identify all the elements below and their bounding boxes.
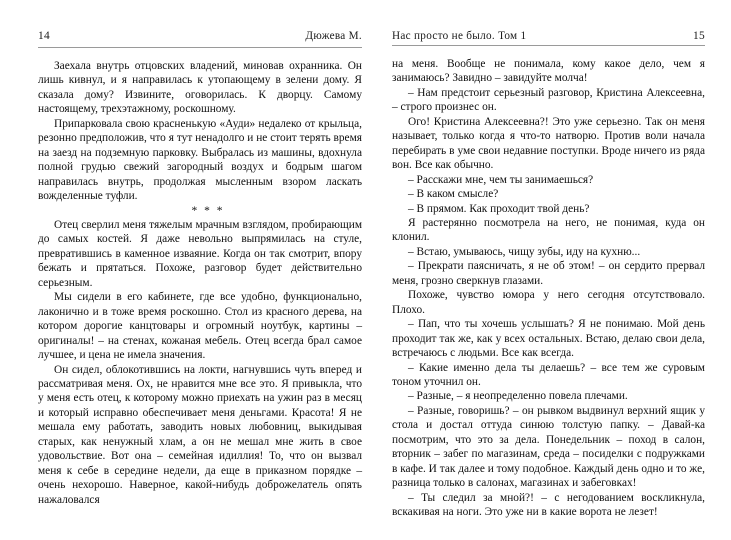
- paragraph: Похоже, чувство юмора у него сегодня отсутствовало. Плохо.: [392, 289, 705, 316]
- scene-divider: * * *: [191, 204, 225, 217]
- paragraph: Он сидел, облокотившись на локти, нагнувшись чуть вперед и рассматривая меня. Ох, не нравится мне все это. Я привыкла, что у меня есть отец, к которому можно приехать на ужин раз в месяц и который исправно обеспечивает меня деньгами. Красота! Я не мешала ему работать, заводить новых любовниц, выкидывая старых, как ненужный хлам, а он не мешал мне жить в свое удовольствие. Вот она – семейная идиллия! То, что он вызвал меня к себе в середине недели, да еще в приказном порядке – очень нехорошо. Наверное, какой-нибудь доброжелатель опять нажаловался: [38, 363, 362, 506]
- left-header-rule: [38, 47, 362, 48]
- paragraph: Я растерянно посмотрела на него, не понимая, куда он клонил.: [392, 216, 705, 244]
- left-page-number: 14: [38, 30, 50, 42]
- dialogue-line: – В прямом. Как проходит твой день?: [408, 202, 590, 215]
- paragraph: Мы сидели в его кабинете, где все удобно, функционально, лаконично и в тоже время роскошно. Стол из красного дерева, на котором дорогие канцтовары и огромный ноутбук, картины – оригиналы! – на стенах, кожаная мебель. Отец всегда брал самое лучшее, и цена не имела значения.: [38, 291, 362, 362]
- left-page-body: [38, 59, 362, 507]
- paragraph: Отец сверлил меня тяжелым мрачным взглядом, пробирающим до самых костей. Я даже невольно выпрямилась на стуле, превратившись в каменное изваяние. Когда он так смотрит, впору бежать и прятаться. Похоже, разговор будет действительно серьезным.: [38, 218, 362, 289]
- dialogue-line: – Встаю, умываюсь, чищу зубы, иду на кухню...: [408, 245, 641, 258]
- paragraph: Припарковала свою красненькую «Ауди» недалеко от крыльца, резонно предположив, что я тут ненадолго и не стоит терять время на заезд на подземную парковку. Выбралась из машины, вдохнула полной грудью свежий загородный воздух и бодрым шагом направилась внутрь, продолжая мысленным взором ласкать вожделенные туфли.: [38, 117, 362, 203]
- dialogue-line: – Разные, – я неопределенно повела плечами.: [408, 390, 628, 403]
- paragraph: Ого! Кристина Алексеевна?! Это уже серьезно. Так он меня называет, только когда я что-то натворю. Против воли начала перебирать в уме свои недавние поступки. Вроде ничего из ряда вон. Все как обычно.: [392, 115, 705, 172]
- dialogue-line: – Какие именно дела ты делаешь? – все тем же суровым тоном уточнил он.: [392, 361, 705, 388]
- left-running-head-author: Дюжева М.: [305, 30, 362, 42]
- right-page-number: 15: [693, 30, 705, 42]
- dialogue-line: – Нам предстоит серьезный разговор, Кристина Алексеевна, – строго произнес он.: [392, 86, 705, 114]
- right-running-head-title: Нас просто не было. Том 1: [392, 30, 527, 42]
- right-page-body: [392, 57, 705, 520]
- paragraph: Заехала внутрь отцовских владений, миновав охранника. Он лишь кивнул, и я направилась к утопающему в зелени дому. Я сказала дому? Извините, оговорилась. К дворцу. Самому настоящему, трехэтажному, роскошному.: [38, 60, 362, 116]
- right-page-running-head: [392, 30, 705, 42]
- right-header-rule: [392, 45, 705, 46]
- left-page-running-head: [38, 30, 362, 44]
- dialogue-line: – В каком смысле?: [408, 188, 499, 201]
- dialogue-line: – Пап, что ты хочешь услышать? Я не понимаю. Мой день проходит так же, как у всех остальных. Встаю, делаю свои дела, встречаюсь с людьми. Все как всегда.: [392, 318, 705, 360]
- right-page: [380, 0, 731, 540]
- dialogue-line: – Расскажи мне, чем ты занимаешься?: [408, 173, 594, 186]
- dialogue-line: – Прекрати паясничать, я не об этом! – он сердито прервал меня, грозно сверкнув глазами.: [392, 260, 705, 287]
- dialogue-line: – Разные, говоришь? – он рывком выдвинул верхний ящик у стола и достал оттуда синюю толстую папку. – Давай-ка посмотрим, что это за дела. Понедельник – поход в салон, вторник – забег по магазинам, среда – посиделки с подружками в кафе. И так далее и тому подобное. Каждый день одно и то же, разница только в салонах, магазинах и забеговках!: [392, 404, 705, 490]
- dialogue-line: – Ты следил за мной?! – с негодованием воскликнула, вскакивая на ноги. Это уже ни в какие ворота не лезет!: [392, 491, 705, 519]
- paragraph-continued: на меня. Вообще не понимала, кому какое дело, чем я занимаюсь? Завидно – завидуйте молча!: [392, 58, 705, 85]
